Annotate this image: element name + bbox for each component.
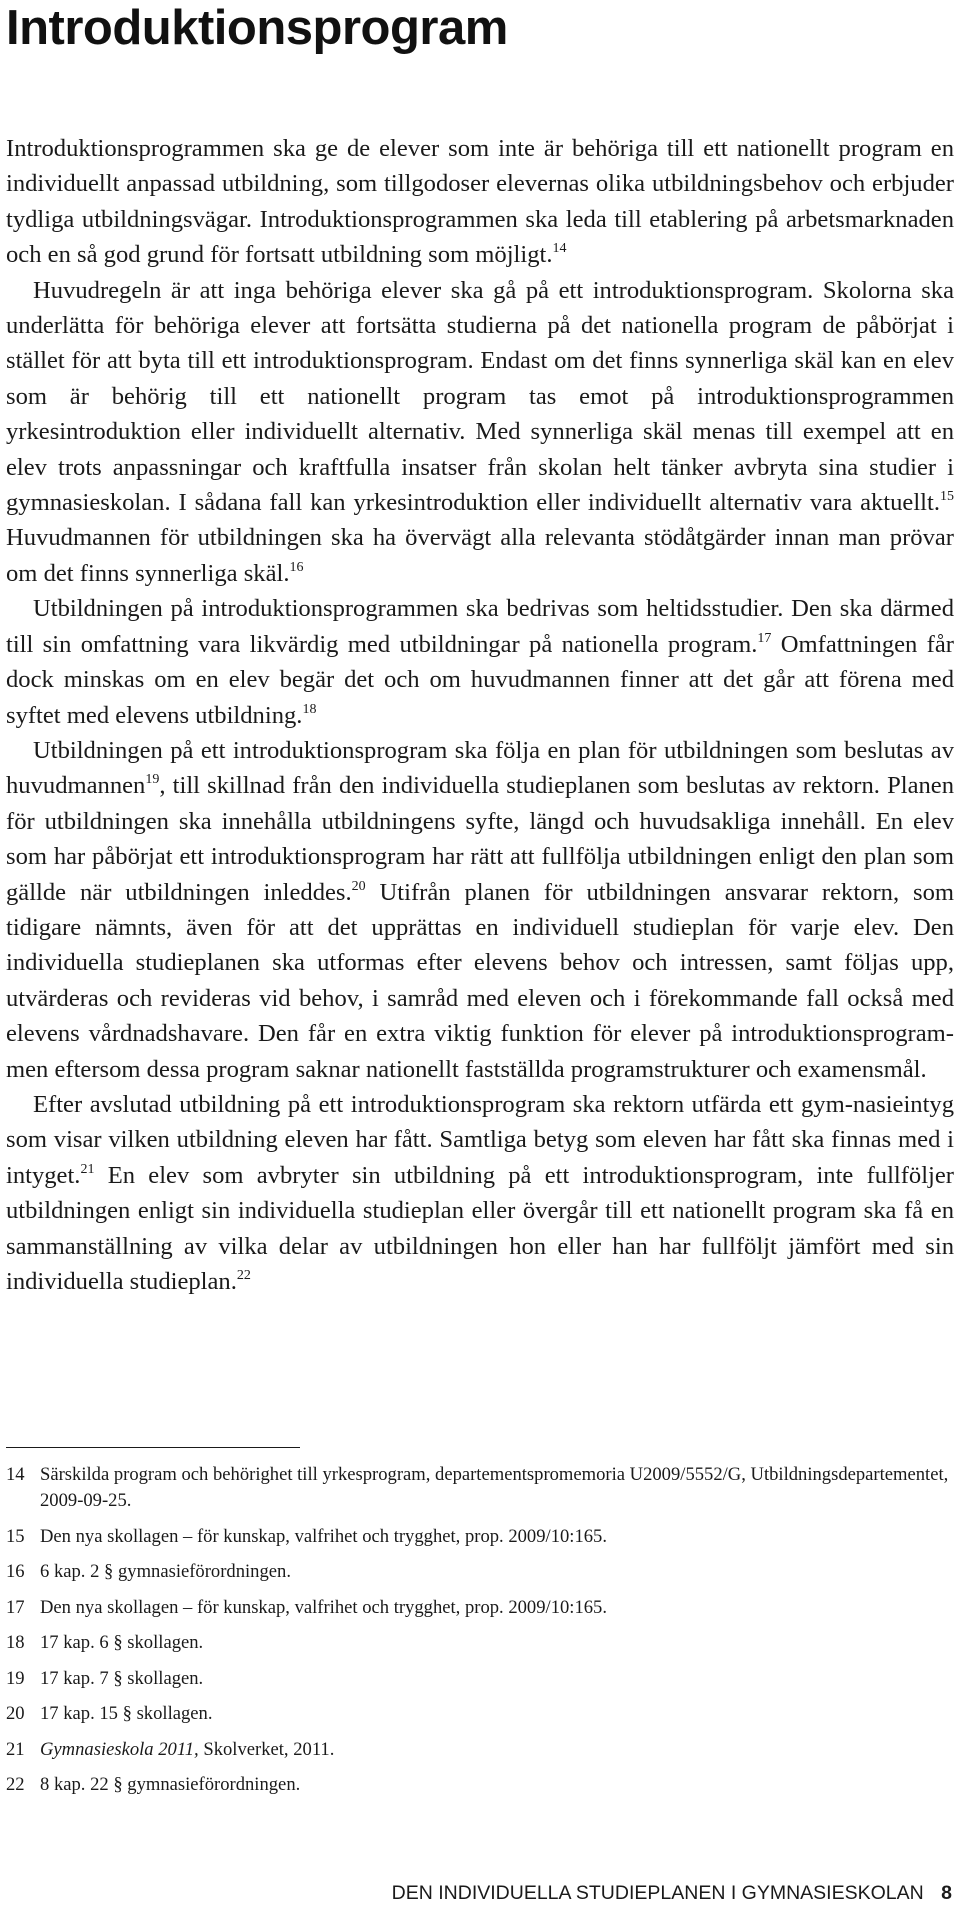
text-run: Huvudmannen för utbildningen ska ha övervägt alla relevanta stödåtgärder innan man prövar om det finns synnerliga skäl. [6, 524, 954, 587]
page-title: Introduktionsprogram [6, 1, 508, 55]
footnote-ref: 17 [757, 630, 772, 646]
footnote-ref: 19 [145, 772, 160, 788]
footnote-number: 19 [6, 1667, 25, 1689]
text-run: Den nya skollagen – för kunskap, valfrihet och trygghet, prop. 2009/10:165. [40, 1525, 607, 1547]
text-run: Utbildningen på ett introduktionsprogram ska följa en plan för utbildningen som beslutas av huvudmannen [6, 736, 954, 800]
text-run: Skolverket, 2011. [198, 1738, 335, 1760]
footnote-ref: 20 [351, 878, 366, 894]
text-run: Utifrån planen för utbildningen ansvarar rektorn, som tidigare nämnts, även för att det upprättas en individuell studieplan för varje elev. Den individuella studieplanen ska utformas efter elevens behov och intressen, samt följas upp, utvärderas och revideras vid behov, i samråd med eleven och i förekommande fall också med elevens vårdnadshavare. Den får en extra viktig funktion för elever på introduktionsprogrammen eftersom dessa program saknar nationellt fastställda programstrukturer och examensmål. [6, 878, 954, 1083]
running-title: DEN INDIVIDUELLA STUDIEPLANEN I GYMNASIESKOLAN [391, 1882, 924, 1904]
text-run: Omfattningen får dock minskas om en elev begär det och om huvudmannen finner att det går att förena med syftet med elevens utbildning. [6, 630, 954, 729]
footnote-text [40, 1559, 954, 1585]
footnote-number: 22 [6, 1774, 25, 1795]
footnote-text [40, 1595, 954, 1621]
footnote [6, 1737, 954, 1763]
footnote-number: 15 [6, 1525, 25, 1547]
text-run: 6 kap. 2 § gymnasieförordningen. [40, 1561, 291, 1582]
text-run: Introduktionsprogrammen ska ge de elever som inte är behöriga till ett nationellt program en individuellt anpassad utbildning, som tillgodoser elevernas olika utbildningsbehov och erbjuder tydliga utbildningsvägar. Introduktionsprogrammen ska leda till etablering på arbetsmarknaden och en så god grund för fortsatt utbildning som möjligt. [6, 135, 954, 269]
text-run: 17 kap. 7 § skollagen. [40, 1667, 204, 1689]
footnote [6, 1701, 954, 1727]
footnote [6, 1524, 954, 1550]
paragraph [6, 273, 954, 592]
text-run: 8 kap. 22 § gymnasieförordningen. [40, 1774, 301, 1795]
text-run: 17 kap. 6 § skollagen. [40, 1632, 204, 1653]
footnote [6, 1462, 954, 1514]
footnote-number: 20 [6, 1703, 25, 1724]
running-footer [392, 1881, 952, 1905]
text-run: Efter avslutad utbildning på ett introduktionsprogram ska rektorn utfärda ett gym-nasieintyg som visar vilken utbildning eleven har fått. Samtliga betyg som eleven har fått ska finnas med i intyget. [6, 1090, 954, 1189]
footnote-ref: 18 [302, 701, 317, 717]
footnote-text [40, 1737, 954, 1763]
text-run: Utbildningen på introduktionsprogrammen ska bedrivas som heltidsstudier. Den ska därmed till sin omfattning vara likvärdig med utbildningar på nationella program. [6, 595, 954, 658]
footnote-text [40, 1772, 954, 1798]
text-run: Den nya skollagen – för kunskap, valfrihet och trygghet, prop. 2009/10:165. [40, 1596, 607, 1618]
text-run: Huvudregeln är att inga behöriga elever ska gå på ett introduktionsprogram. Skolorna ska underlätta för behöriga elever att fortsätta studierna på det nationella program de påbörjat i stället för att byta till ett introduktionsprogram. Endast om det finns synnerliga skäl kan en elev som är behörig till ett nationellt program tas emot på introduktionsprogrammen yrkesintroduktion eller individuellt alternativ. Med synnerliga skäl menas till exempel att en elev trots anpassningar och kraftfulla insatser från skolan helt tänker avbryta sina studier i gymnasieskolan. I sådana fall kan yrkesintroduktion eller individuellt alternativ vara aktuellt. [6, 276, 954, 517]
footnote-text [40, 1701, 954, 1727]
paragraph [6, 1087, 954, 1299]
footnote-text [40, 1630, 954, 1656]
page-number: 8 [941, 1882, 952, 1904]
footnote [6, 1595, 954, 1621]
footnote-ref: 16 [289, 559, 304, 575]
footnote-number: 16 [6, 1561, 25, 1582]
footnote-ref: 15 [940, 489, 954, 505]
text-run: En elev som avbryter sin utbildning på ett introduktionsprogram, inte fullföljer utbildningen enligt sin individuella studieplan eller övergår till ett nationellt program ska få en sammanställning av vilka delar av utbildningen hon eller han har fullföljt jämfört med sin individuella studieplan. [6, 1161, 954, 1295]
footnote-number: 17 [6, 1596, 25, 1618]
italic-text: Gymnasieskola 2011, [40, 1738, 199, 1760]
footnote-ref: 14 [552, 241, 567, 257]
footnotes-list [6, 1462, 954, 1808]
text-run: , till skillnad från den individuella studieplanen som beslutas av rektorn. Planen för utbildningen ska innehålla utbildningens syfte, längd och huvudsakliga innehåll. En elev som har påbörjat ett introduktionsprogram har rätt att fullfölja utbildningen enligt den plan som gällde när utbildningen inleddes. [6, 772, 954, 906]
text-run: Särskilda program och behörighet till yrkesprogram, departementspromemoria U2009/5552/G, Utbildningsdepartementet, 2009-09-25. [40, 1464, 949, 1511]
text-run: 17 kap. 15 § skollagen. [40, 1703, 213, 1724]
footnote-text [40, 1666, 954, 1692]
footnote [6, 1559, 954, 1585]
footnote [6, 1666, 954, 1692]
footnote [6, 1772, 954, 1798]
footnote-text [40, 1462, 954, 1514]
footnote-number: 14 [6, 1464, 25, 1485]
footnote-number: 21 [6, 1738, 25, 1760]
footnote-number: 18 [6, 1632, 25, 1653]
footnote-divider [6, 1447, 300, 1448]
paragraph [6, 591, 954, 733]
footnote-ref: 22 [236, 1268, 251, 1283]
footnote-ref: 21 [80, 1161, 95, 1177]
body-text [6, 131, 954, 1299]
paragraph [6, 131, 954, 273]
footnote-text [40, 1524, 954, 1550]
paragraph [6, 733, 954, 1087]
footnote [6, 1630, 954, 1656]
